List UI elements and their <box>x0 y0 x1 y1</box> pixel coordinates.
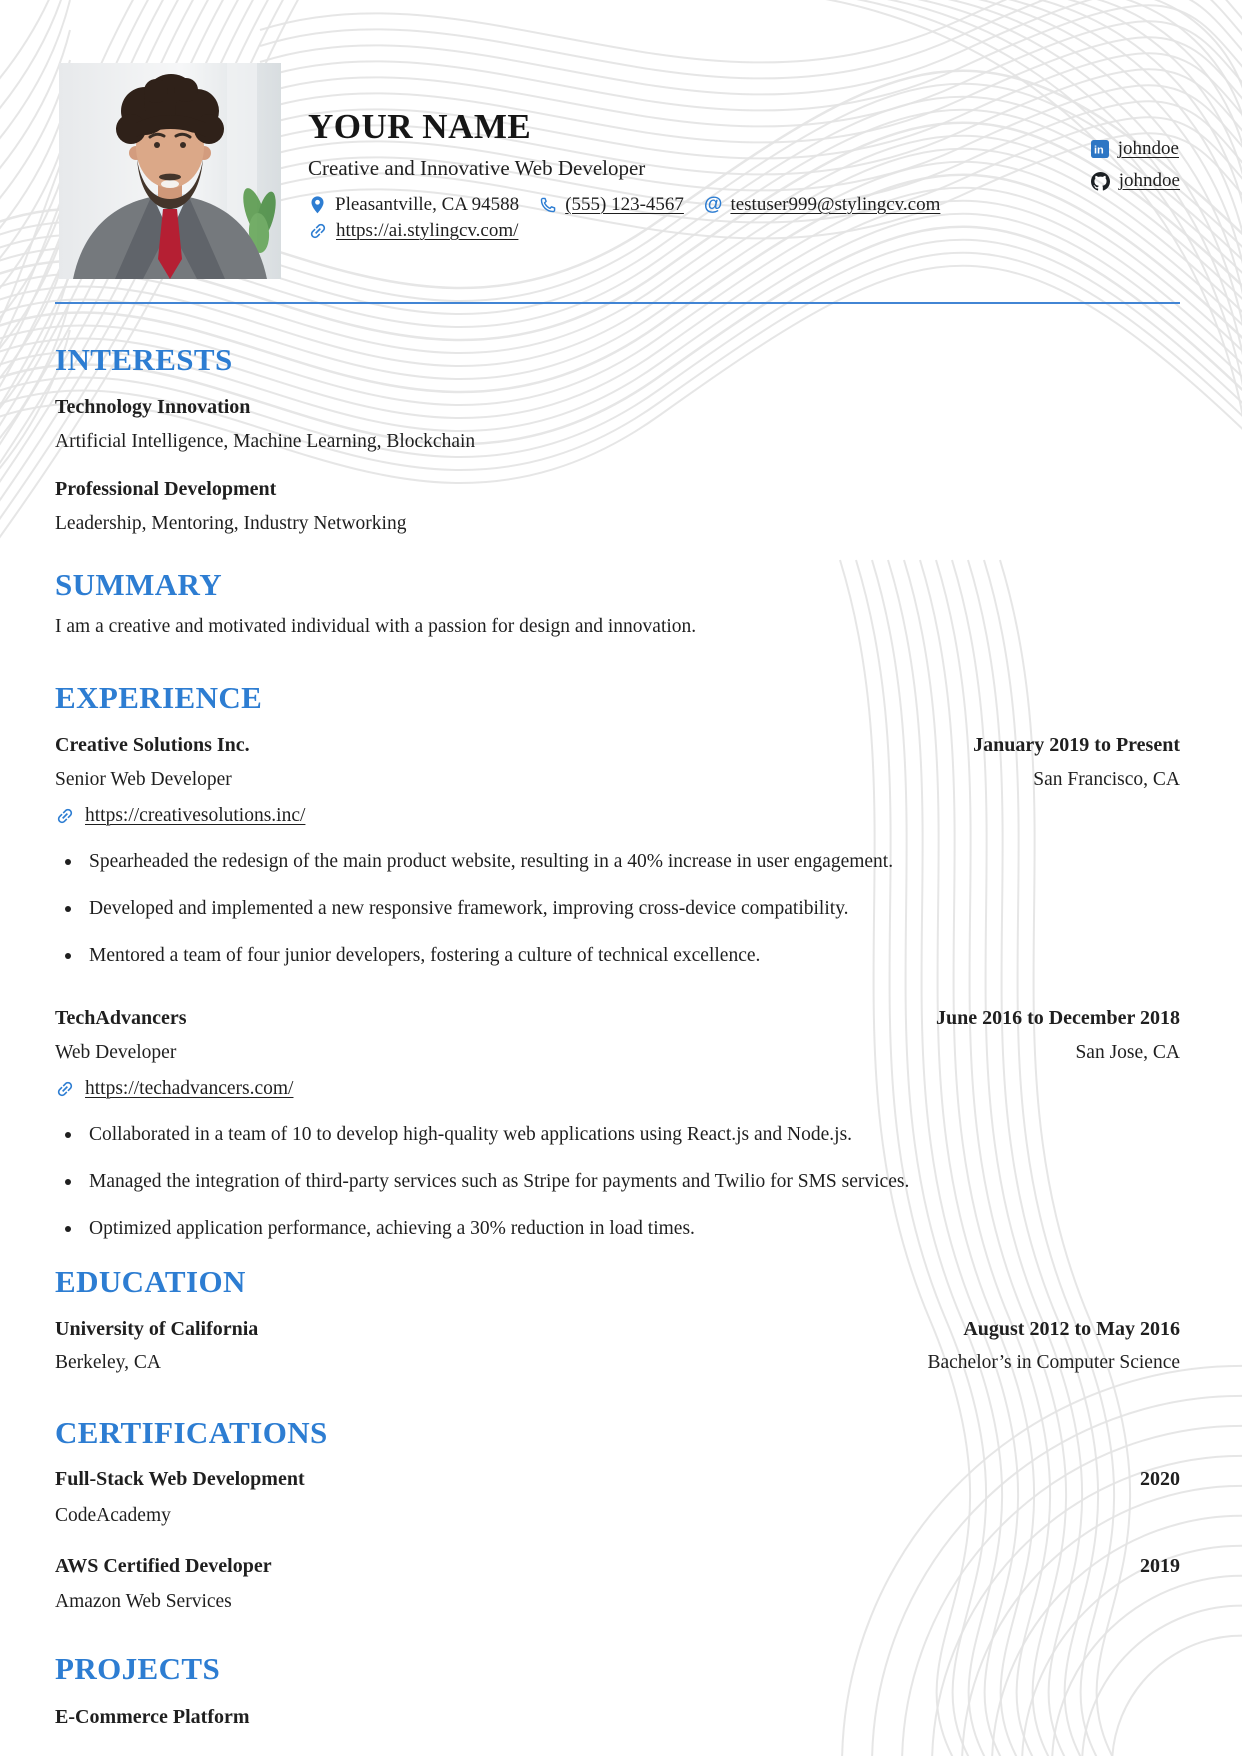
link-icon <box>55 1079 75 1099</box>
job-bullet: Collaborated in a team of 10 to develop high-quality web applications using React.js and Node.js. <box>55 1122 1180 1148</box>
section-heading: SUMMARY <box>55 566 223 602</box>
github-icon <box>1091 172 1110 191</box>
social-links <box>1091 138 1180 192</box>
profile-photo <box>59 63 281 279</box>
job-role: Web Developer <box>55 1041 177 1063</box>
job-url-link[interactable]: https://creativesolutions.inc/ <box>85 804 306 826</box>
person-name: YOUR NAME <box>308 107 532 146</box>
contact-location <box>308 194 519 216</box>
job-role: Senior Web Developer <box>55 768 232 790</box>
certification-entry <box>55 1553 1180 1615</box>
school-name: University of California <box>55 1317 259 1340</box>
school-degree: Bachelor’s in Computer Science <box>927 1351 1180 1373</box>
linkedin-row <box>1091 138 1180 160</box>
certification-entry <box>55 1466 1180 1529</box>
interest-title: Professional Development <box>55 477 277 500</box>
section-heading: CERTIFICATIONS <box>55 1414 328 1450</box>
job-bullets <box>55 849 1180 969</box>
certification-issuer: CodeAcademy <box>55 1505 171 1527</box>
certification-year: 2020 <box>1140 1468 1180 1491</box>
phone-link[interactable]: (555) 123-4567 <box>565 193 684 215</box>
job-location: San Francisco, CA <box>1033 768 1180 790</box>
project-name: E-Commerce Platform <box>55 1705 250 1728</box>
section-heading: PROJECTS <box>55 1651 221 1687</box>
job-bullet: Managed the integration of third-party services such as Stripe for payments and Twilio for SMS services. <box>55 1169 1180 1195</box>
contact-website <box>308 220 518 242</box>
education-entry <box>55 1316 1180 1376</box>
job-bullet: Spearheaded the redesign of the main product website, resulting in a 40% increase in user engagement. <box>55 849 1180 875</box>
section-projects <box>55 1651 1180 1730</box>
at-sign-icon: @ <box>703 194 723 216</box>
map-pin-icon <box>308 195 327 214</box>
section-heading: EXPERIENCE <box>55 680 263 716</box>
certification-issuer: Amazon Web Services <box>55 1591 232 1613</box>
section-education <box>55 1264 1180 1376</box>
job-dates: June 2016 to December 2018 <box>935 1006 1180 1029</box>
school-dates: August 2012 to May 2016 <box>963 1317 1180 1340</box>
link-icon <box>308 221 328 241</box>
certification-year: 2019 <box>1140 1555 1180 1578</box>
contact-email <box>704 194 940 216</box>
job-bullet: Optimized application performance, achieving a 30% reduction in load times. <box>55 1216 1180 1242</box>
job-dates: January 2019 to Present <box>973 733 1180 756</box>
interest-title: Technology Innovation <box>55 395 251 418</box>
contact-info <box>308 194 960 242</box>
interest-description: Leadership, Mentoring, Industry Networking <box>55 512 407 534</box>
job-location: San Jose, CA <box>1075 1041 1180 1063</box>
github-link[interactable]: johndoe <box>1118 170 1180 191</box>
job-bullets <box>55 1122 1180 1242</box>
phone-icon <box>539 196 557 214</box>
section-experience <box>55 680 1180 1242</box>
certification-name: Full-Stack Web Development <box>55 1468 305 1491</box>
link-icon <box>55 806 75 826</box>
linkedin-link[interactable]: johndoe <box>1117 138 1179 159</box>
job-entry <box>55 732 1180 969</box>
interest-description: Artificial Intelligence, Machine Learning, Blockchain <box>55 430 476 452</box>
job-entry <box>55 1005 1180 1242</box>
section-interests <box>55 342 1180 537</box>
job-company: Creative Solutions Inc. <box>55 733 250 756</box>
job-company: TechAdvancers <box>55 1006 187 1029</box>
contact-phone <box>539 194 684 216</box>
section-heading: INTERESTS <box>55 342 233 377</box>
github-row <box>1091 170 1180 192</box>
summary-text: I am a creative and motivated individual with a passion for design and innovation. <box>55 616 697 638</box>
job-bullet: Developed and implemented a new responsive framework, improving cross-device compatibility. <box>55 896 1180 922</box>
website-link[interactable]: https://ai.stylingcv.com/ <box>336 219 519 241</box>
profile-photo-illustration <box>59 63 281 279</box>
section-summary <box>55 567 1180 641</box>
identity-block <box>308 108 960 242</box>
section-certifications <box>55 1415 1180 1616</box>
person-title: Creative and Innovative Web Developer <box>308 155 646 180</box>
linkedin-icon <box>1091 140 1109 158</box>
job-bullet: Mentored a team of four junior developers, fostering a culture of technical excellence. <box>55 943 1180 969</box>
svg-text:in: in <box>1093 144 1104 157</box>
job-url-link[interactable]: https://techadvancers.com/ <box>85 1077 294 1099</box>
location-text: Pleasantville, CA 94588 <box>335 193 520 215</box>
section-heading: EDUCATION <box>55 1263 246 1299</box>
school-location: Berkeley, CA <box>55 1351 161 1373</box>
email-link[interactable]: testuser999@stylingcv.com <box>730 193 941 215</box>
resume-header <box>55 0 1180 304</box>
certification-name: AWS Certified Developer <box>55 1555 272 1578</box>
